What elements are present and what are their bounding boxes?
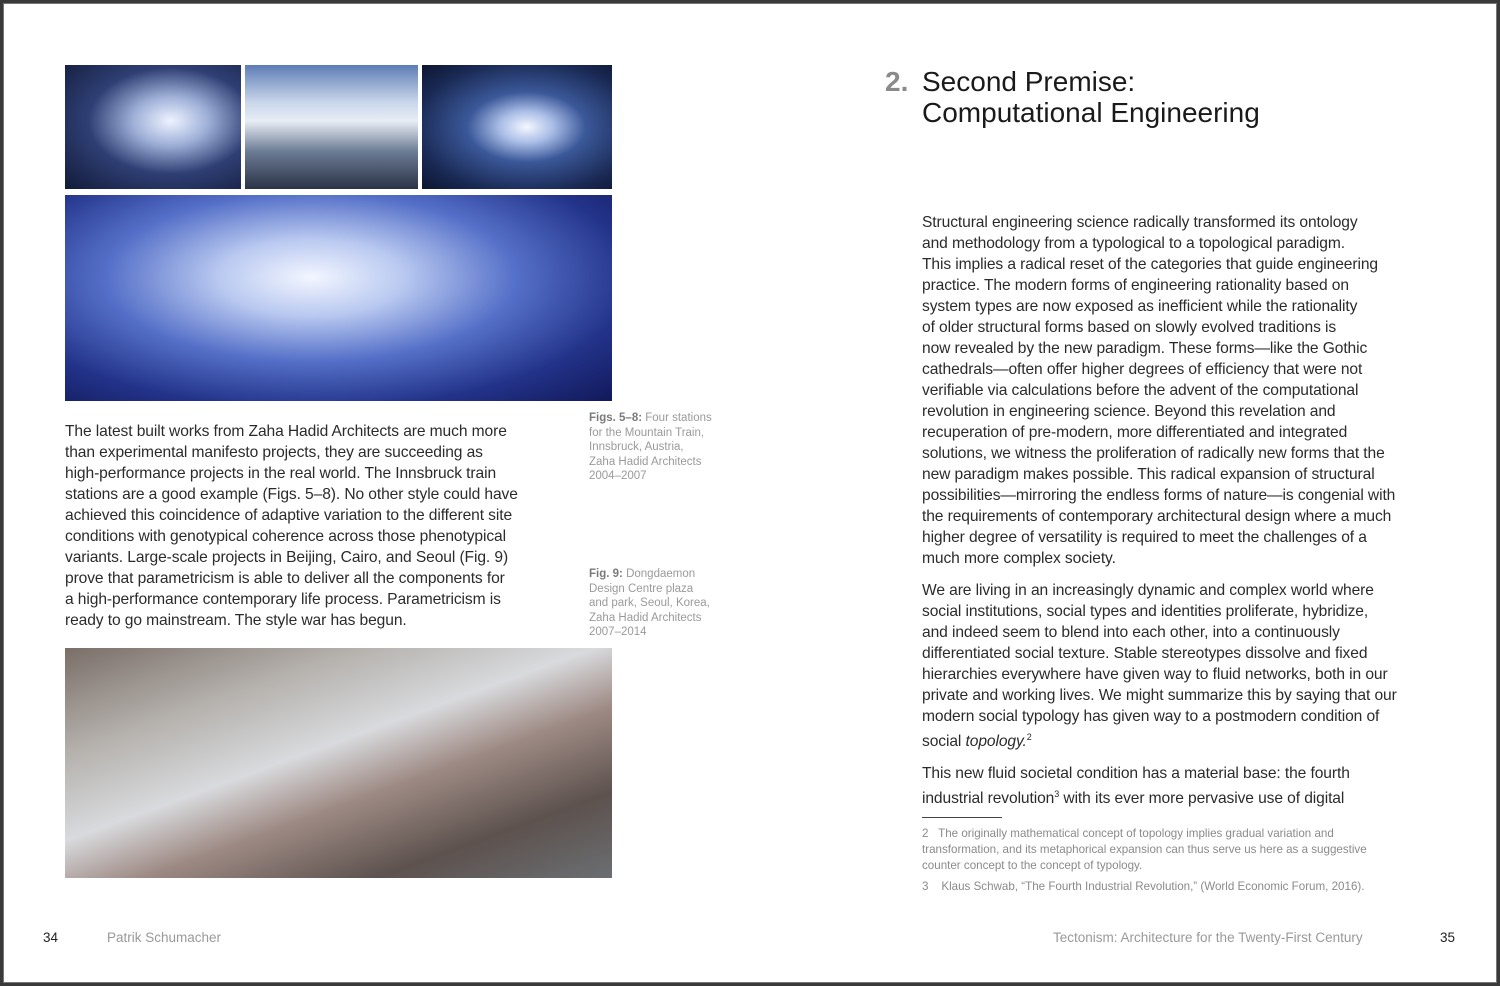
- footnote-rule: [922, 817, 1002, 818]
- text-line: the requirements of contemporary architectural design where a much: [922, 508, 1392, 525]
- running-head-right: Tectonism: Architecture for the Twenty-First Century: [1053, 930, 1363, 945]
- page-number-left: 34: [43, 930, 59, 945]
- heading-line: Computational Engineering: [922, 97, 1260, 128]
- text-line: ready to go mainstream. The style war has begun.: [65, 612, 407, 629]
- text-line: now revealed by the new paradigm. These forms—like the Gothic: [922, 340, 1368, 357]
- right-body-text: [922, 212, 1397, 820]
- text-line: verifiable via calculations before the advent of the computational: [922, 382, 1359, 399]
- text-line: [922, 784, 1397, 809]
- caption-line: 2007–2014: [589, 626, 647, 639]
- photo-innsbruck-station-3: [422, 65, 612, 189]
- paragraph: [922, 580, 1397, 752]
- caption-line: for the Mountain Train,: [589, 426, 705, 439]
- running-head-left: Patrik Schumacher: [107, 930, 222, 945]
- text-line: This implies a radical reset of the categories that guide engineering: [922, 256, 1378, 273]
- caption-figs-5-8: [589, 411, 712, 484]
- text-line: hierarchies everywhere have given way to fluid networks, both in our: [922, 666, 1388, 683]
- footnote-line: The originally mathematical concept of topology implies gradual variation and: [938, 827, 1334, 840]
- caption-line: Zaha Hadid Architects: [589, 455, 702, 468]
- text-line: We are living in an increasingly dynamic and complex world where: [922, 582, 1374, 599]
- section-number: 2.: [885, 66, 909, 97]
- photo-innsbruck-station-main: [65, 195, 612, 401]
- paragraph: [922, 212, 1397, 569]
- text-fragment: with its ever more pervasive use of digital: [1059, 790, 1345, 808]
- caption-line: 2004–2007: [589, 470, 647, 483]
- heading-line: Second Premise:: [922, 66, 1136, 97]
- caption-label: Figs. 5–8:: [589, 412, 643, 424]
- text-line: stations are a good example (Figs. 5–8). No other style could have: [65, 486, 518, 503]
- page-number-right: 35: [1440, 930, 1456, 945]
- text-line: achieved this coincidence of adaptive variation to the different site: [65, 507, 513, 524]
- left-body-text: [65, 421, 518, 631]
- text-fragment: industrial revolution: [922, 790, 1055, 808]
- footnote-2: [922, 826, 1367, 874]
- text-line: differentiated social texture. Stable stereotypes dissolve and fixed: [922, 645, 1368, 662]
- text-line: higher degree of versatility is required to meet the challenges of a: [922, 529, 1367, 546]
- text-line: a high-performance contemporary life process. Parametricism is: [65, 591, 501, 608]
- text-line: The latest built works from Zaha Hadid Architects are much more: [65, 423, 507, 440]
- text-line: high-performance projects in the real world. The Innsbruck train: [65, 465, 497, 482]
- text-line: [922, 727, 1397, 752]
- caption-fig-9: [589, 567, 710, 640]
- text-line: recuperation of pre-modern, more differentiated and integrated: [922, 424, 1348, 441]
- caption-line: Zaha Hadid Architects: [589, 611, 702, 624]
- text-line: private and working lives. We might summarize this by saying that our: [922, 687, 1397, 704]
- text-line: social institutions, social types and identities proliferate, hybridize,: [922, 603, 1369, 620]
- caption-line: Design Centre plaza: [589, 582, 694, 595]
- text-line: possibilities—mirroring the endless forms of nature—is congenial with: [922, 487, 1396, 504]
- text-line: variants. Large-scale projects in Beijing, Cairo, and Seoul (Fig. 9): [65, 549, 509, 566]
- footnote-number: 2: [922, 827, 929, 840]
- text-line: practice. The modern forms of engineering rationality based on: [922, 277, 1349, 294]
- text-line: Structural engineering science radically transformed its ontology: [922, 214, 1358, 231]
- text-line: cathedrals—often offer higher degrees of efficiency that were not: [922, 361, 1363, 378]
- footnote-3: [922, 879, 1364, 895]
- text-line: prove that parametricism is able to deliver all the components for: [65, 570, 505, 587]
- text-line: This new fluid societal condition has a material base: the fourth: [922, 765, 1350, 783]
- caption-line: Four stations: [645, 412, 712, 424]
- footnote-ref[interactable]: 2: [1026, 732, 1032, 742]
- caption-line: Dongdaemon: [626, 568, 696, 580]
- caption-line: Innsbruck, Austria,: [589, 441, 684, 454]
- section-heading: [885, 66, 1260, 128]
- text-line: new paradigm makes possible. This radical expansion of structural: [922, 466, 1375, 483]
- text-fragment: social: [922, 733, 966, 751]
- text-line: solutions, we witness the proliferation of radically new forms that the: [922, 445, 1385, 462]
- text-line: than experimental manifesto projects, they are succeeding as: [65, 444, 483, 461]
- caption-line: and park, Seoul, Korea,: [589, 597, 710, 610]
- footnote-number: 3: [922, 880, 929, 893]
- caption-label: Fig. 9:: [589, 568, 623, 580]
- photo-innsbruck-station-2: [245, 65, 418, 189]
- photo-dongdaemun-design-plaza: [65, 648, 612, 878]
- footnote-line: Klaus Schwab, “The Fourth Industrial Revolution,” (World Economic Forum, 2016).: [941, 880, 1365, 893]
- text-line: conditions with genotypical coherence across those phenotypical: [65, 528, 506, 545]
- text-line: much more complex society.: [922, 550, 1116, 567]
- footnote-line: counter concept to the concept of typology.: [922, 859, 1143, 872]
- text-line: modern social typology has given way to a postmodern condition of: [922, 708, 1380, 725]
- text-line: and indeed seem to blend into each other, into a continuously: [922, 624, 1340, 641]
- text-fragment: topology.: [965, 733, 1027, 751]
- text-line: of older structural forms based on slowly evolved traditions is: [922, 319, 1337, 336]
- photo-innsbruck-station-1: [65, 65, 241, 189]
- footnote-line: transformation, and its metaphorical expansion can thus serve us here as a suggestive: [922, 843, 1367, 856]
- text-line: system types are now exposed as inefficient while the rationality: [922, 298, 1358, 315]
- paragraph: [922, 763, 1397, 809]
- text-line: revolution in engineering science. Beyond this revelation and: [922, 403, 1336, 420]
- footnote-ref[interactable]: 3: [1054, 789, 1060, 800]
- text-line: and methodology from a typological to a topological paradigm.: [922, 235, 1345, 252]
